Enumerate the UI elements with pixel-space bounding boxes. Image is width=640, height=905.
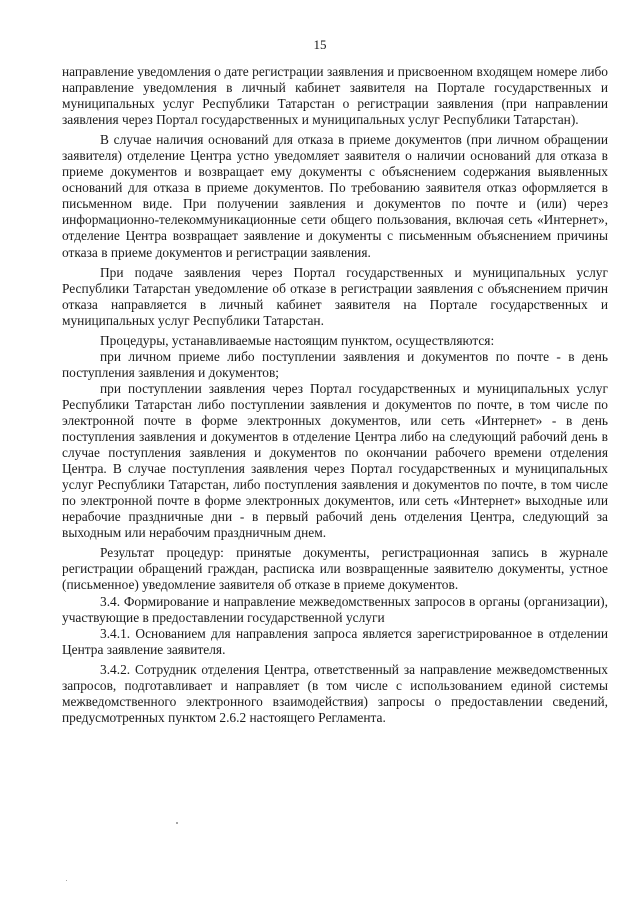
scan-speck: [176, 822, 178, 824]
paragraph-portal-refusal: При подаче заявления через Портал государственных и муниципальных услуг Республики Татарстан уведомление об отказе в регистрации заявления с объяснением причин отказа направляется в личный кабинет заявителя на Портале государственных и муниципальных услуг Республики Татарстан.: [62, 264, 608, 328]
document-body: [62, 64, 608, 726]
paragraph-3-4-2: 3.4.2. Сотрудник отделения Центра, ответственный за направление межведомственных запросов, подготавливает и направляет (в том числе с использованием единой системы межведомственного электронного взаимодействия) запросы о предоставлении сведений, предусмотренных пунктом 2.6.2 настоящего Регламента.: [62, 661, 608, 725]
paragraph-portal-receipt: при поступлении заявления через Портал государственных и муниципальных услуг Республики Татарстан либо поступлении заявления и документов по почте, в том числе по электронной почте в форме электронных документов, или сеть «Интернет» - в день поступления заявления и документов в отделение Центра либо на следующий рабочий день в случае поступления заявления и документов по окончании рабочего времени отделения Центра. В случае поступления заявления через Портал государственных и муниципальных услуг Республики Татарстан, либо поступления заявления и документов по почте, в том числе по электронной почте в форме электронных документов, или сеть «Интернет» выходные или нерабочие праздничные дни - в первый рабочий день отделения Центра, следующий за выходным или нерабочим праздничным днем.: [62, 380, 608, 541]
paragraph-3-4-1: 3.4.1. Основанием для направления запроса является зарегистрированное в отделении Центра заявление заявителя.: [62, 625, 608, 657]
scan-speck: [66, 880, 67, 881]
paragraph-personal-reception: при личном приеме либо поступлении заявления и документов по почте - в день поступления заявления и документов;: [62, 348, 608, 380]
paragraph-refusal-grounds: В случае наличия оснований для отказа в приеме документов (при личном обращении заявителя) отделение Центра устно уведомляет заявителя о наличии оснований для отказа в приеме документов и возвращает ему документы с объяснением содержания выявленных оснований для отказа в приеме документов. По требованию заявителя отказ оформляется в письменном виде. При получении заявления и документов по почте и (или) через информационно-телекоммуникационные сети общего пользования, включая сеть «Интернет», отделение Центра возвращает заявление и документы с письменным объяснением причины отказа в приеме документов и регистрации заявления.: [62, 132, 608, 260]
paragraph-procedures-intro: Процедуры, устанавливаемые настоящим пунктом, осуществляются:: [100, 332, 495, 348]
paragraph-registration-notice: направление уведомления о дате регистрации заявления и присвоенном входящем номере либо направление уведомления в личный кабинет заявителя на Портале государственных и муниципальных услуг Республики Татарстан о регистрации заявления (при направлении заявления через Портал государственных и муниципальных услуг Республики Татарстан).: [62, 64, 608, 128]
section-heading-3-4: 3.4. Формирование и направление межведомственных запросов в органы (организации), участвующие в предоставлении государственной услуги: [62, 593, 608, 625]
page-number: 15: [313, 37, 327, 52]
paragraph-procedure-result: Результат процедур: принятые документы, регистрационная запись в журнале регистрации обращений граждан, расписка или возвращенные заявителю документы, устное (письменное) уведомление заявителя об отказе в приеме документов.: [62, 545, 608, 593]
